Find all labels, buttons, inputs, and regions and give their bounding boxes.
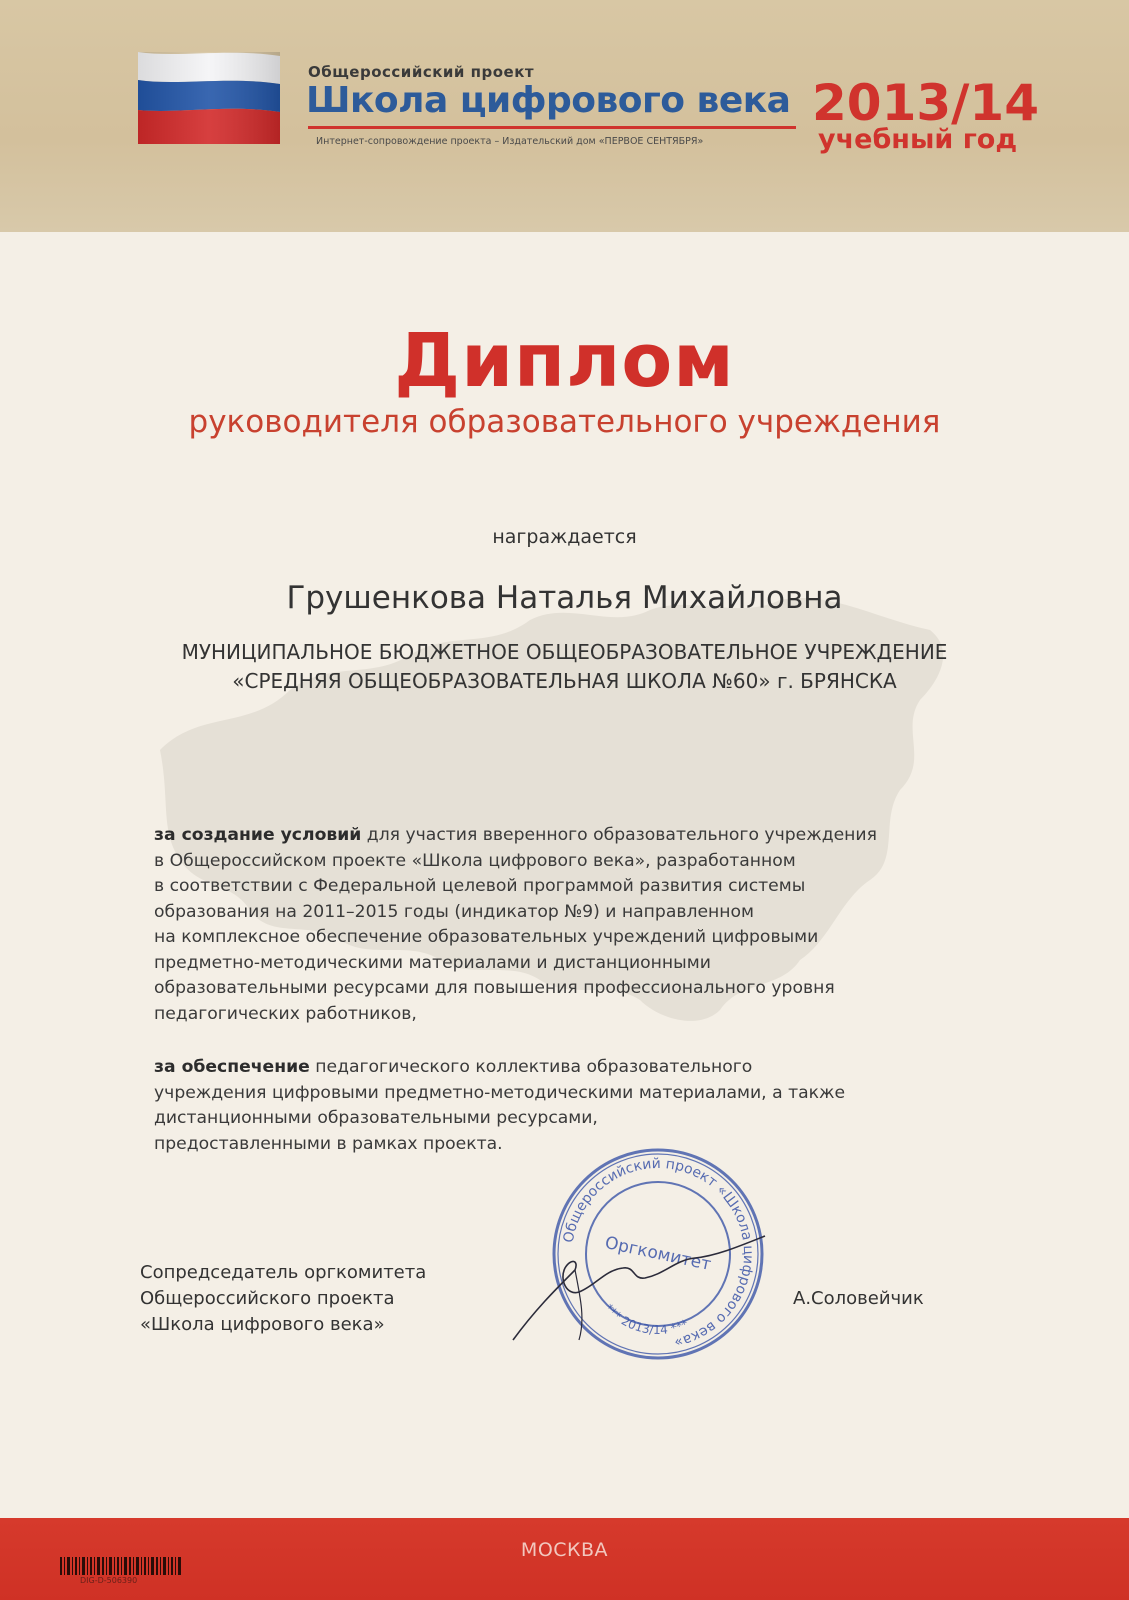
stamp-bottom-text: *** 2013/14 *** [601, 1301, 691, 1338]
barcode-number: DIG-D-506390 [80, 1576, 138, 1585]
award-reason-1: за создание условий для участия вверенного образовательного учреждения в Общероссийском проекте «Школа цифрового века», разработанном в соответствии с Федеральной целевой программой развития системы образования на 2011–2015 годы (индикатор №9) и направленном на комплексное обеспечение образовательных учреждений цифровыми предметно-методическими материалами и дистанционными образовательными ресурсами для повышения профессионального уровня педагогических работников, [154, 825, 877, 1024]
reason-bold: за обеспечение [154, 1057, 310, 1077]
handwritten-signature [505, 1200, 785, 1360]
stamp-ring-text: Общероссийский проект «Школа цифрового века» [560, 1155, 757, 1351]
award-reason-2: за обеспечение педагогического коллектива образовательного учреждения цифровыми предметно-методическими материалами, а также дистанционными образовательными ресурсами, предоставленными в рамках проекта. [154, 1057, 846, 1154]
reason-bold: за создание условий [154, 825, 362, 845]
stamp-center-text: Оргкомитет [603, 1232, 713, 1276]
project-title-underline [308, 126, 796, 129]
project-subtitle: Интернет-сопровождение проекта – Издательский дом «ПЕРВОЕ СЕНТЯБРЯ» [316, 136, 704, 147]
barcode [60, 1557, 184, 1575]
project-label: Общероссийский проект [308, 63, 535, 81]
organization-line: «СРЕДНЯЯ ОБЩЕОБРАЗОВАТЕЛЬНАЯ ШКОЛА №60» г. БРЯНСКА [232, 669, 897, 693]
diploma-title: Диплом [394, 318, 735, 404]
awarded-label: награждается [492, 526, 637, 548]
organization-line: МУНИЦИПАЛЬНОЕ БЮДЖЕТНОЕ ОБЩЕОБРАЗОВАТЕЛЬНОЕ УЧРЕЖДЕНИЕ [181, 640, 948, 664]
recipient-name: Грушенкова Наталья Михайловна [286, 580, 843, 616]
project-title: Школа цифрового века [306, 80, 791, 121]
russian-flag-icon [138, 52, 280, 144]
school-year-label: учебный год [818, 124, 1018, 155]
school-year: 2013/14 [812, 74, 1040, 132]
organization-name [0, 638, 1129, 696]
footer-city: МОСКВА [520, 1539, 609, 1561]
signatory-name: А.Соловейчик [793, 1288, 924, 1309]
diploma-subtitle: руководителя образовательного учреждения [188, 404, 941, 440]
signatory-title: Сопредседатель оргкомитета Общероссийского проекта «Школа цифрового века» [140, 1262, 427, 1335]
